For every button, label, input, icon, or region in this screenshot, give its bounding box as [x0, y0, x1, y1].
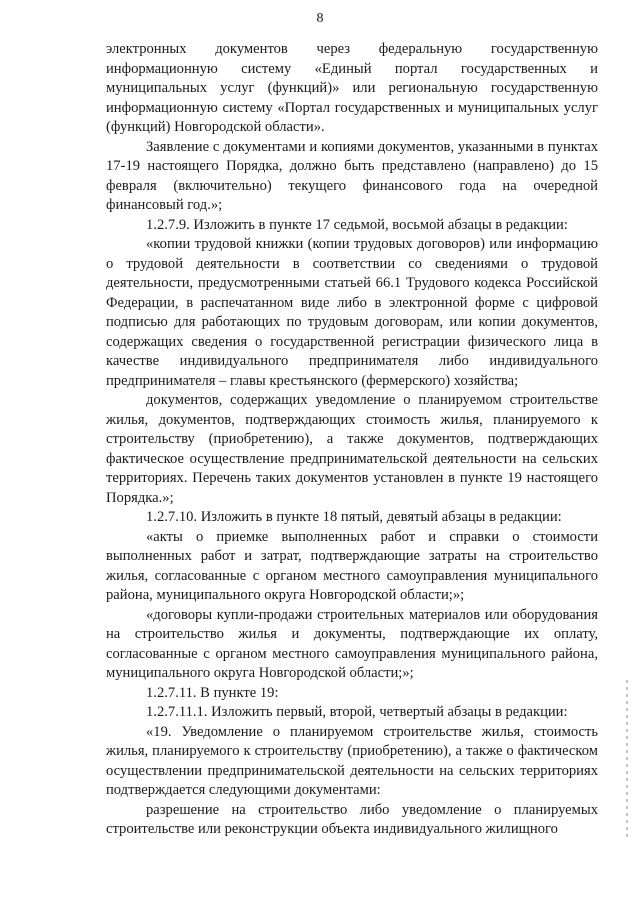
paragraph: «копии трудовой книжки (копии трудовых договоров) или информацию о трудовой деятельности в соответствии со сведениями о трудовой деятельности, предусмотренными статьей 66.1 Трудового кодекса Российской Федерации, в распечатанном виде либо в электронной форме с цифровой подписью для работающих по трудовым договорам, или копии документов, содержащих сведения о государственной регистрации физического лица в качестве индивидуального предпринимателя либо индивидуального предпринимателя – главы крестьянского (фермерского) хозяйства; [106, 236, 598, 389]
document-body [106, 40, 598, 840]
page-number: 8 [316, 11, 324, 26]
paragraph: 1.2.7.10. Изложить в пункте 18 пятый, девятый абзацы в редакции: [146, 509, 562, 525]
paragraph: 1.2.7.11. В пункте 19: [146, 684, 279, 701]
paragraph: «акты о приемке выполненных работ и справки о стоимости выполненных работ и затрат, подтверждающие затраты на строительство жилья, согласованные с органом местного самоуправления муниципального района, муниципального округа Новгородской области;»; [106, 528, 598, 603]
paragraph: разрешение на строительство либо уведомление о планируемых строительстве или реконструкции объекта индивидуального жилищного [106, 801, 598, 837]
paragraph: документов, содержащих уведомление о планируемом строительстве жилья, документов, подтверждающих стоимость жилья, планируемого к строительству (приобретению), а также документов, подтверждающих фактическое осуществление предпринимательской деятельности на сельских территориях. Перечень таких документов установлен в пункте 19 настоящего Порядка.»; [106, 392, 598, 506]
paragraph: «19. Уведомление о планируемом строительстве жилья, стоимость жилья, планируемого к строительству (приобретению), а также о фактическом осуществлении предпринимательской деятельности на сельских территориях подтверждается следующими документами: [106, 723, 598, 798]
paragraph: 1.2.7.11.1. Изложить первый, второй, четвертый абзацы в редакции: [146, 704, 568, 720]
paragraph: 1.2.7.9. Изложить в пункте 17 седьмой, восьмой абзацы в редакции: [146, 216, 568, 233]
paragraph: «договоры купли-продажи строительных материалов или оборудования на строительство жилья и документы, подтверждающие их оплату, согласованные с органом местного самоуправления муниципального района, муниципального округа Новгородской области;»; [106, 606, 598, 681]
paragraph: электронных документов через федеральную государственную информационную систему «Единый портал государственных и муниципальных услуг (функций)» или региональную государственную информационную систему «Портал государственных и муниципальных услуг (функций) Новгородской области». [106, 41, 598, 135]
scan-edge-mark [626, 680, 628, 840]
paragraph: Заявление с документами и копиями документов, указанными в пунктах 17-19 настоящего Порядка, должно быть представлено (направлено) до 15 февраля (включительно) текущего финансового года на очередной финансовый год.»; [106, 138, 598, 213]
